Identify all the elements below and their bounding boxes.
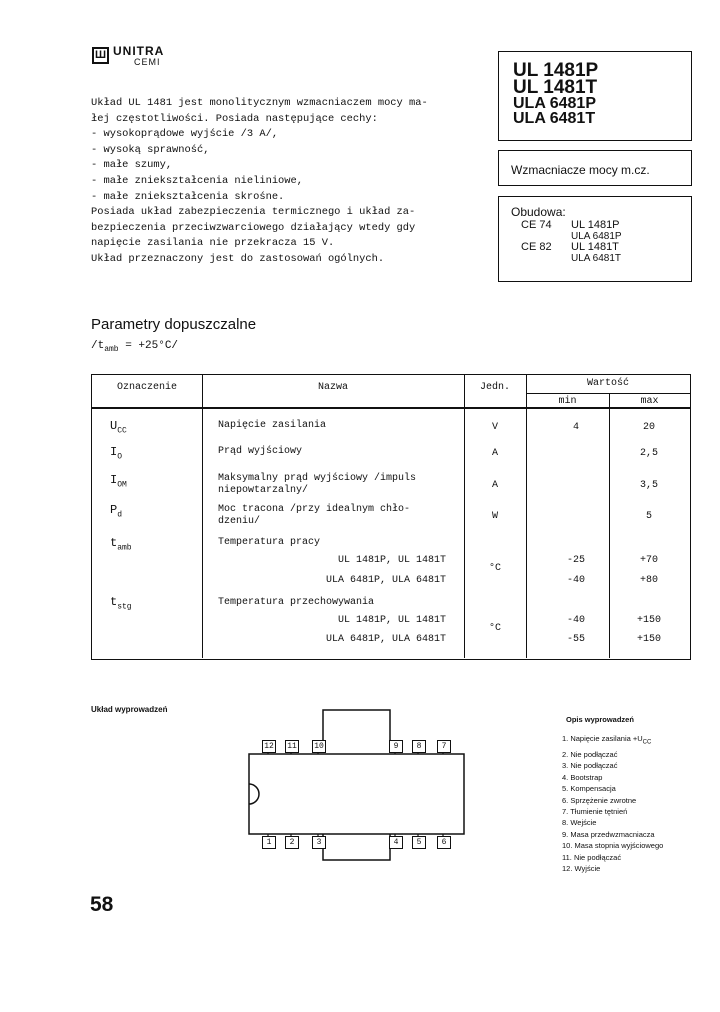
condition-sub: amb [104, 345, 119, 355]
row-min: 4 [572, 422, 579, 433]
package-heading: Obudowa: [511, 205, 566, 219]
row-symbol: $P_d$ [110, 503, 123, 520]
row-max: +70 [639, 555, 658, 566]
intro-line: bezpieczenia przeciwzwarciowego działający wtedy gdy [91, 221, 416, 234]
row-symbol: $t_{amb}$ [110, 536, 132, 553]
ic-body [249, 754, 464, 834]
intro-line: Posiada układ zabezpieczenia termicznego i układ za- [91, 206, 416, 219]
row-symbol: $I_O$ [110, 445, 123, 462]
row-name: Maksymalny prąd wyjściowy /impuls niepowtarzalny/ [218, 473, 417, 496]
header-max: max [640, 396, 659, 407]
row-name: Temperatura pracy [218, 537, 321, 548]
intro-line: - małe zniekształcenia skrośne. [91, 190, 285, 203]
package-part: UL 1481T [571, 241, 619, 253]
package-part: ULA 6481P [571, 231, 622, 242]
pin-label: 5 [412, 836, 426, 849]
package-list [511, 220, 691, 264]
row-sublabel: UL 1481P, UL 1481T [337, 615, 446, 626]
intro-line: - małe szumy, [91, 159, 173, 172]
row-sublabel: ULA 6481P, ULA 6481T [325, 634, 446, 645]
intro-line: - małe zniekształcenia nieliniowe, [91, 174, 304, 187]
package-type: CE 82 [521, 241, 552, 253]
pin-label: 8 [412, 740, 426, 753]
row-symbol: $U_{CC}$ [110, 419, 127, 436]
row-min: -55 [566, 634, 585, 645]
row-max: +150 [636, 615, 661, 626]
params-condition [91, 340, 178, 354]
params-title: Parametry dopuszczalne [91, 316, 257, 333]
package-box [498, 196, 692, 282]
intro-line: Układ przeznaczony jest do zastosowań ogólnych. [91, 252, 385, 265]
intro-line: łej częstotliwości. Posiada następujące cechy: [91, 112, 378, 125]
row-unit: °C [488, 623, 501, 634]
package-row [511, 253, 691, 264]
pin-desc-item: 6. Sprzężenie zwrotne [562, 795, 637, 805]
pin-desc-item: 1. Napięcie zasilania $+U_{CC}$ [562, 734, 652, 746]
pin-label: 4 [389, 836, 403, 849]
header-symbol: Oznaczenie [116, 382, 177, 393]
condition-prefix: /t [91, 340, 105, 352]
row-max: 5 [645, 511, 652, 522]
title-box [498, 51, 692, 141]
pin-label: 9 [389, 740, 403, 753]
pinout-caption: Układ wyprowadzeń [91, 705, 168, 714]
row-sublabel: ULA 6481P, ULA 6481T [325, 575, 446, 586]
row-unit: W [491, 511, 498, 522]
pin-desc-item: 9. Masa przedwzmacniacza [562, 829, 655, 839]
row-name: Temperatura przechowywania [218, 597, 375, 608]
row-symbol: $I_{OM}$ [110, 473, 127, 490]
row-unit: A [491, 480, 498, 491]
pin-label: 1 [262, 836, 276, 849]
header-min: min [558, 396, 577, 407]
pin-desc-item: 10. Masa stopnia wyjściowego [562, 841, 664, 851]
title-line: ULA 6481T [513, 110, 596, 127]
pin-label: 3 [312, 836, 326, 849]
heatsink-tab-top [323, 710, 390, 740]
title-line: ULA 6481P [513, 95, 596, 112]
row-max: +80 [639, 575, 658, 586]
pin-desc-item: 3. Nie podłączać [562, 761, 618, 771]
pin-desc-item: 11. Nie podłączać [562, 852, 622, 862]
pin-desc-item: 2. Nie podłączać [562, 749, 618, 759]
row-name: Prąd wyjściowy [218, 446, 303, 457]
pin-label: 10 [312, 740, 326, 753]
row-min: -40 [566, 575, 585, 586]
package-part: ULA 6481T [571, 253, 622, 264]
pin-desc-title: Opis wyprowadzeń [566, 715, 634, 724]
row-max: 2,5 [639, 448, 658, 459]
pin-label: 12 [262, 740, 276, 753]
params-table [91, 374, 691, 660]
pin-desc-item: 5. Kompensacja [562, 784, 616, 794]
row-min: -40 [566, 615, 585, 626]
condition-suffix: = +25°C/ [118, 340, 179, 352]
pin-desc-item: 4. Bootstrap [562, 772, 603, 782]
intro-text [91, 96, 428, 268]
package-row [511, 242, 691, 253]
row-sublabel: UL 1481P, UL 1481T [337, 555, 446, 566]
title-line: UL 1481P [513, 60, 599, 81]
pin-desc-item: 7. Tłumienie tętnień [562, 806, 628, 816]
pin-label: 2 [285, 836, 299, 849]
row-unit: V [491, 422, 498, 433]
package-type: CE 74 [521, 219, 552, 231]
pin-desc-list [562, 733, 663, 874]
row-max: +150 [636, 634, 661, 645]
header-value: Wartość [586, 378, 629, 389]
package-part: UL 1481P [571, 219, 620, 231]
row-name: Moc tracona /przy idealnym chło- dzeniu/ [218, 504, 411, 527]
unitra-logo-icon: Ш [92, 47, 109, 64]
row-min: -25 [566, 555, 585, 566]
brand-name: UNITRA [113, 44, 165, 58]
page-number: 58 [90, 893, 114, 916]
pin-desc-item: 8. Wejście [562, 818, 597, 828]
pin-desc-item: 12. Wyjście [562, 863, 601, 873]
row-max: 20 [642, 422, 655, 433]
category-label: Wzmacniacze mocy m.cz. [511, 163, 650, 177]
pin-label: 11 [285, 740, 299, 753]
row-unit: °C [488, 563, 501, 574]
pin-label: 6 [437, 836, 451, 849]
intro-line: napięcie zasilania nie przekracza 15 V. [91, 237, 335, 250]
package-row [511, 220, 691, 231]
row-name: Napięcie zasilania [218, 420, 327, 431]
category-box [498, 150, 692, 186]
pin-label: 7 [437, 740, 451, 753]
intro-line: Układ UL 1481 jest monolitycznym wzmacniaczem mocy ma- [91, 97, 428, 109]
intro-line: - wysokoprądowe wyjście /3 A/, [91, 128, 279, 141]
row-max: 3,5 [639, 480, 658, 491]
row-symbol: $t_{stg}$ [110, 595, 132, 612]
title-line: UL 1481T [513, 77, 598, 98]
package-type [511, 253, 571, 264]
brand-subname: CEMI [134, 57, 161, 67]
intro-line: - wysoką sprawność, [91, 143, 210, 156]
header-unit: Jedn. [479, 382, 510, 393]
header-name: Nazwa [317, 382, 348, 393]
row-unit: A [491, 448, 498, 459]
